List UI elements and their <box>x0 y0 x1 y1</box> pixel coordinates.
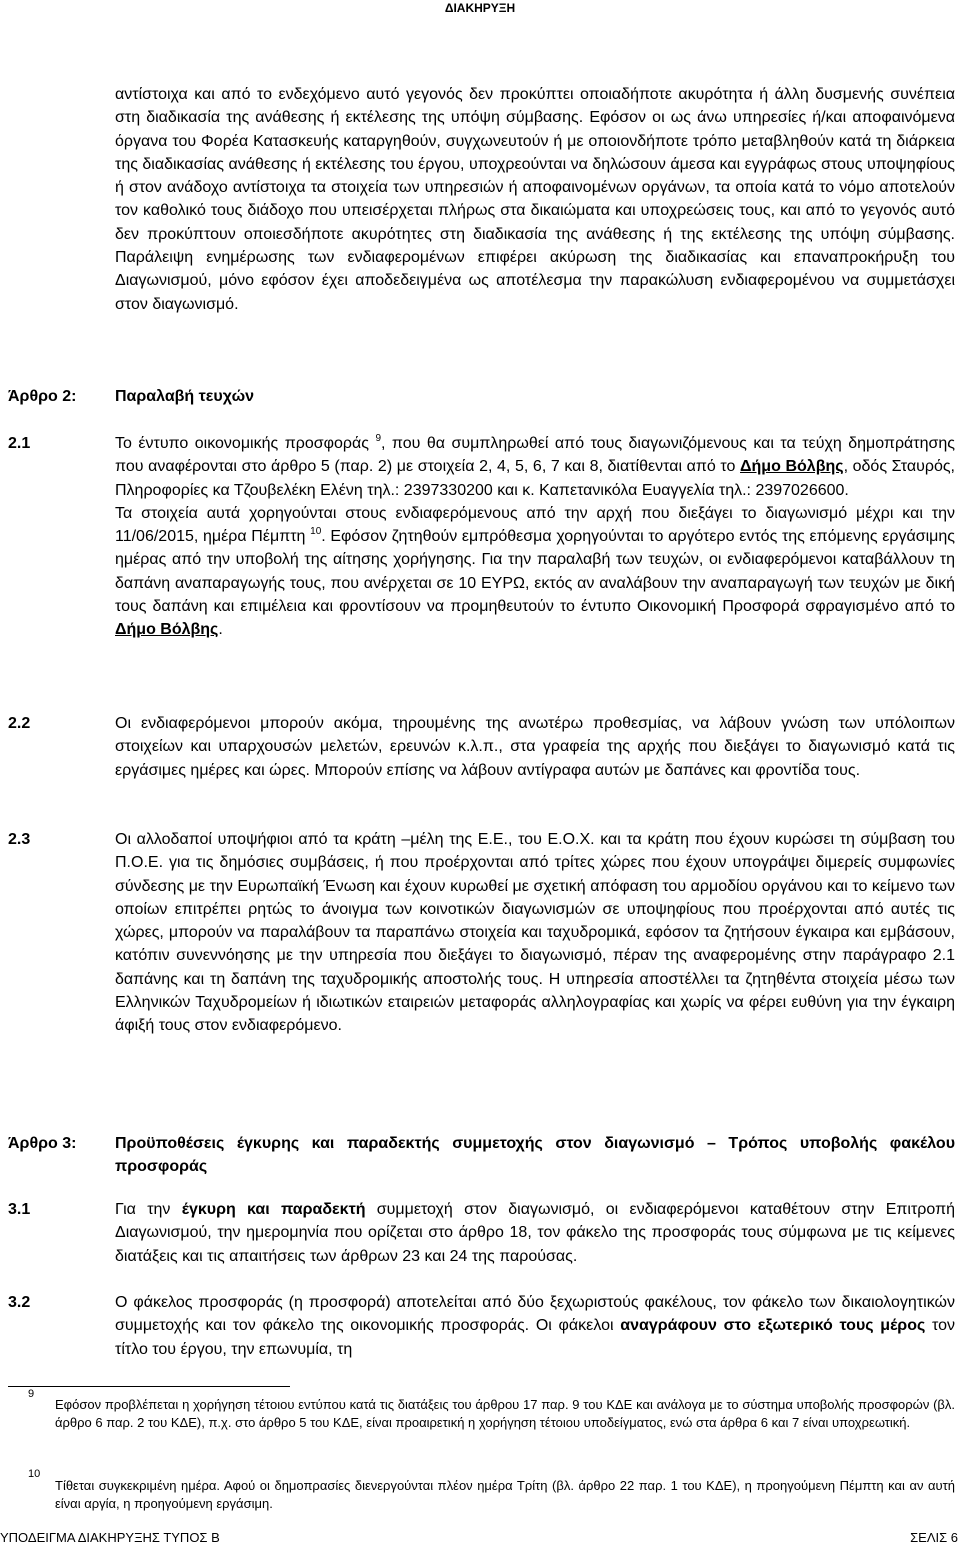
s21-f: . <box>218 621 223 639</box>
s21-bold-municipality: Δήμο Βόλβης <box>740 458 844 476</box>
footnote-9-text: Εφόσον προβλέπεται η χορήγηση τέτοιου εντύπου κατά τις διατάξεις του άρθρου 17 παρ. 9 του ΚΔΕ και ανάλογα με το σύστημα υποβολής προσφορών (βλ. άρθρο 6 παρ. 2 του ΚΔΕ), π.χ. στο άρθρο 5 του ΚΔΕ, είναι προαιρετική η χορήγηση τέτοιου υποδείγματος, ενώ στα άρθρα 6 και 7 είναι υποχρεωτική. <box>55 1397 955 1430</box>
s31-b: συμμετοχή στον διαγωνισμό, οι ενδιαφερόμενοι καταθέτουν στην Επιτροπή Διαγωνισμού, την ημερομηνία που ορίζεται στο άρθρο 18, τον φάκελο της προσφοράς τους σύμφωνα με τις κείμενες διατάξεις και τις απαιτήσεις των άρθρων 23 και 24 της παρούσας. <box>115 1201 956 1265</box>
section-2-2-text: Οι ενδιαφερόμενοι μπορούν ακόμα, τηρουμένης της ανωτέρω προθεσμίας, να λάβουν γνώση των υπόλοιπων στοιχείων και υπαρχουσών μελετών, ερευνών κ.λ.π., στα γραφεία της αρχής που διεξάγει το διαγωνισμό κατά τις εργάσιμες ημέρες και ώρες. Μπορούν επίσης να λάβουν αντίγραφα αυτών με δαπάνες και φροντίδα τους. <box>115 715 955 779</box>
s21-d: Τα στοιχεία αυτά χορηγούνται στους ενδιαφερόμενους από την αρχή που διεξάγει το διαγωνισμό μέχρι και την 11/06/2015, ημέρα Πέμπτη <box>115 504 955 546</box>
document-header: ΔΙΑΚΗΡΥΞΗ <box>444 1 516 15</box>
article-2-label: Άρθρο 2: <box>8 388 77 405</box>
footnote-9-number: 9 <box>28 1388 35 1400</box>
section-3-2-number: 3.2 <box>8 1294 31 1311</box>
s32-b: τον τίτλο του έργου, την επωνυμία, τη <box>115 1317 956 1358</box>
section-2-2-number: 2.2 <box>8 715 31 732</box>
article-3-label: Άρθρο 3: <box>8 1135 77 1152</box>
section-2-1-text <box>115 432 955 642</box>
s21-e: . Εφόσον ζητηθούν εμπρόθεσμα χορηγούνται το αργότερο εντός της επόμενης εργάσιμης ημέρας από την υποβολή της αίτησης χορήγησης. Για την παραλαβή των τευχών, οι ενδιαφερόμενοι καταβάλλουν τη δαπάνη αναπαραγωγής τους, που ανέρχεται σε 10 ΕΥΡΩ, εκτός αν αναλάβουν την αναπαραγωγή των τευχών με δική τους δαπάνη και επιμέλεια και φροντίσουν να προμηθευτούν το έντυπο Οικονομική Προσφορά σφραγισμένο από το <box>115 528 955 616</box>
section-2-3-number: 2.3 <box>8 831 31 848</box>
s31-a: Για την <box>115 1201 182 1218</box>
section-2-3-text: Οι αλλοδαποί υποψήφιοι από τα κράτη –μέλη της Ε.Ε., του Ε.Ο.Χ. και τα κράτη που έχουν κυρώσει τη σύμβαση του Π.Ο.Ε. για τις δημόσιες συμβάσεις, ή που προέρχονται από τρίτες χώρες που έχουν υπογράψει διμερείς συμφωνίες σύνδεσης με την Ευρωπαϊκή Ένωση και έχουν κυρωθεί με σχετική απόφαση του αρμοδίου οργάνου και το κείμενο των οποίων επιτρέπει ρητώς το άνοιγμα των κοινοτικών διαγωνισμών σε υποψηφίους που προέρχονται από αυτές τις χώρες, μπορούν να παραλάβουν τα παραπάνω στοιχεία και ταχυδρομικά, εφόσον τα ζητήσουν έγκαιρα και εμβάσουν, κατόπιν συνεννόησης με την υπηρεσία που διεξάγει το διαγωνισμό, πέραν της αναφερομένης στην παράγραφο 2.1 δαπάνης και τη δαπάνη της ταχυδρομικής αποστολής τους. Η υπηρεσία αποστέλλει τα ζητηθέντα στοιχεία μέσω των Ελληνικών Ταχυδρομείων ή ιδιωτικών εταιρειών μεταφοράς αλληλογραφίας και χωρίς να φέρει ευθύνη για την έγκαιρη άφιξή τους στον ενδιαφερόμενο. <box>115 831 955 1035</box>
footer-document-type: ΥΠΟΔΕΙΓΜΑ ΔΙΑΚΗΡΥΞΗΣ ΤΥΠΟΣ Β <box>0 1530 220 1545</box>
article-3-title: Προϋποθέσεις έγκυρης και παραδεκτής συμμετοχής στον διαγωνισμό – Τρόπος υποβολής φακέλου προσφοράς <box>115 1135 955 1176</box>
footnote-ref-10: 10 <box>310 526 322 538</box>
footnote-10-number: 10 <box>28 1468 41 1480</box>
section-3-1-text <box>115 1198 955 1268</box>
s21-a: Το έντυπο οικονομικής προσφοράς <box>115 435 369 452</box>
footer-page-number: ΣΕΛΙΣ 6 <box>910 1530 958 1545</box>
s21-c: , οδός Σταυρός, Πληροφορίες κα Τζουβελέκη Ελένη τηλ.: 2397330200 και κ. Καπετανικόλα Ευαγγελία τηλ.: 2397026600. <box>115 458 956 499</box>
s32-bold: αναγράφουν στο εξωτερικό τους μέρος <box>620 1317 926 1335</box>
article-2-title: Παραλαβή τευχών <box>115 388 254 405</box>
intro-paragraph: αντίστοιχα και από το ενδεχόμενο αυτό γεγονός δεν προκύπτει οποιαδήποτε ακυρότητα ή άλλη δυσμενής συνέπεια στη διαδικασία της ανάθεσης ή εκτέλεσης της υπόψη σύμβασης. Εφόσον οι ως άνω υπηρεσίες ή/και αποφαινόμενα όργανα του Φορέα Κατασκευής καταργηθούν, συγχωνευτούν ή με οποιονδήποτε τρόπο μεταβληθούν κατά τη διάρκεια της διαδικασίας ανάθεσης ή εκτέλεσης του έργου, υποχρεούνται να δηλώσουν άμεσα και εγγράφως στους υποψηφίους ή στον ανάδοχο αντίστοιχα τα στοιχεία των υπηρεσιών ή αποφαινομένων οργάνων, τα οποία κατά το νόμο αποτελούν τον καθολικό τους διάδοχο που υπεισέρχεται πλήρως στα δικαιώματα και υποχρεώσεις τους, και από το γεγονός αυτό δεν προκύπτουν οποιεσδήποτε ακυρότητες στη διαδικασία της ανάθεσης ή της εκτέλεσης της υπόψη σύμβασης. Παράλειψη ενημέρωσης των ενδιαφερομένων επιφέρει ακύρωση της διαδικασίας και επαναπροκήρυξη του Διαγωνισμού, μόνο εφόσον έχει αποδεδειγμένα ως αποτέλεσμα την παρακώλυση ενδιαφερομένου να συμμετάσχει στον διαγωνισμό. <box>115 86 955 313</box>
section-3-1-number: 3.1 <box>8 1201 31 1218</box>
footnote-ref-9: 9 <box>375 433 381 444</box>
footnote-10-text: Τίθεται συγκεκριμένη ημέρα. Αφού οι δημοπρασίες διενεργούνται πλέον ημέρα Τρίτη (βλ. άρθρο 22 παρ. 1 του ΚΔΕ), η προηγούμενη Πέμπτη και αν αυτή είναι αργία, η προηγούμενη εργάσιμη. <box>55 1478 955 1511</box>
s31-bold: έγκυρη και παραδεκτή <box>181 1201 366 1218</box>
s21-bold-municipality-2: Δήμο Βόλβης <box>115 621 219 639</box>
s21-b: , που θα συμπληρωθεί από τους διαγωνιζόμενους και τα τεύχη δημοπράτησης που αναφέρονται στο άρθρο 5 (παρ. 2) με στοιχεία 2, 4, 5, 6, 7 και 8, διατίθενται από το <box>115 435 956 476</box>
section-3-2-text <box>115 1291 955 1361</box>
s32-a: Ο φάκελος προσφοράς (η προσφορά) αποτελείται από δύο ξεχωριστούς φακέλους, τον φάκελο των δικαιολογητικών συμμετοχής και τον φάκελο της οικονομικής προσφοράς. Οι φάκελοι <box>115 1294 955 1335</box>
section-2-1-number: 2.1 <box>8 435 31 452</box>
footnote-separator <box>8 1386 290 1387</box>
